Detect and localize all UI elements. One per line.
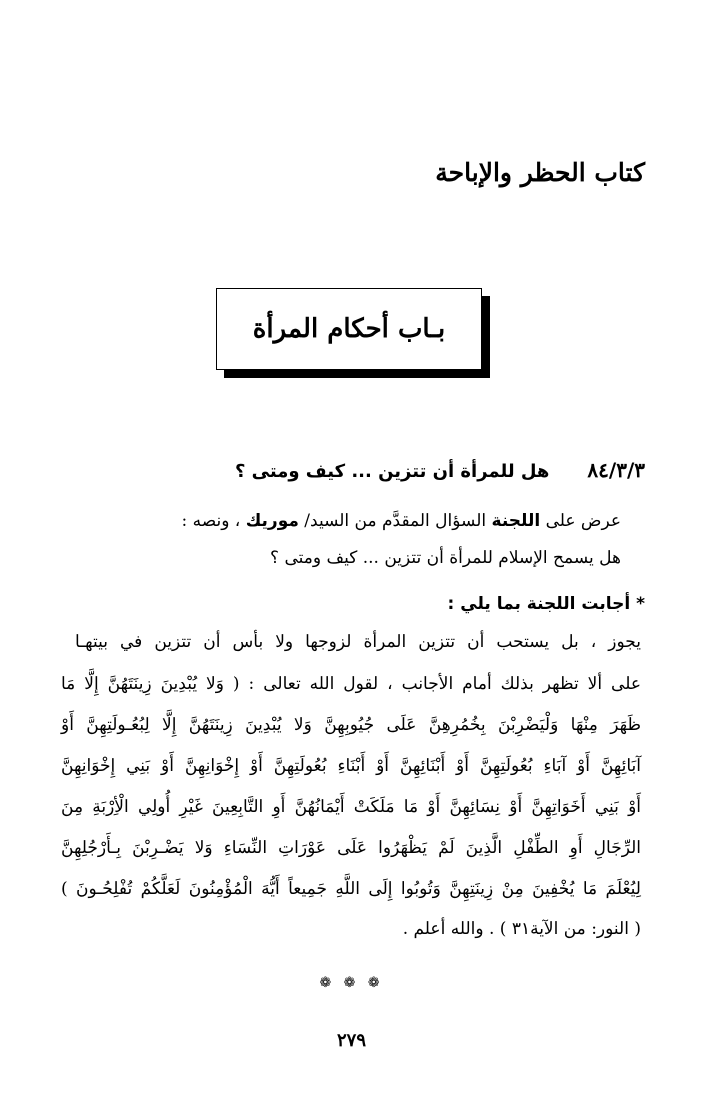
- answer-line: الرِّجَالِ أَوِ الطِّفْلِ الَّذِينَ لَمْ يَظْهَرُوا عَلَى عَوْرَاتِ النِّسَاءِ وَلا يَضْـرِبْنَ بِـأَرْجُلِهِنَّ: [61, 838, 641, 858]
- section-end-ornament: ❁ ❁ ❁: [319, 975, 384, 991]
- question-text: هل يسمح الإسلام للمرأة أن تتزين ... كيف ومتى ؟: [270, 548, 621, 568]
- question-title: هل للمرأة أن تتزين ... كيف ومتى ؟: [234, 461, 550, 482]
- question-header: [125, 458, 645, 482]
- answer-line: يجوز ، بل يستحب أن تتزين المرأة لزوجها ولا بأس أن تتزين في بيتهـا: [75, 632, 641, 652]
- closing-line: ( النور: من الآية٣١ ) . والله أعلم .: [402, 919, 641, 939]
- answer-line: ظَهَرَ مِنْهَا وَلْيَضْرِبْنَ بِخُمُرِهِنَّ عَلَى جُيُوبِهِنَّ وَلا يُبْدِينَ زِينَتَهُنَّ إِلَّا لِبُعُـولَتِهِنَّ أَوْ: [61, 715, 641, 735]
- book-title: كتاب الحظر والإباحة: [435, 158, 645, 187]
- question-number: ٨٤/٣/٣: [587, 458, 645, 482]
- person-name: موريك: [245, 511, 299, 531]
- answer-line: على ألا تظهر بذلك أمام الأجانب ، لقول الله تعالى : ( وَلا يُبْدِينَ زِينَتَهُنَّ إِلَّا مَا: [61, 674, 641, 694]
- intro-middle: السؤال المقدَّم من السيد/: [304, 511, 487, 531]
- intro-line: [181, 513, 621, 530]
- chapter-title: بـاب أحكام المرأة: [252, 314, 446, 344]
- answer-heading: * أجابت اللجنة بما يلي :: [447, 594, 645, 614]
- intro-lead: عرض على: [545, 511, 621, 531]
- chapter-title-box: [216, 288, 482, 370]
- page-number: ٢٧٩: [336, 1030, 366, 1051]
- committee-name: اللجنة: [491, 511, 541, 531]
- answer-line: لِيُعْلَمَ مَا يُخْفِينَ مِنْ زِينَتِهِنَّ وَتُوبُوا إِلَى اللَّهِ جَمِيعاً أَيُّهَ الْمُؤْمِنُونَ لَعَلَّكُمْ تُفْلِحُـونَ ): [61, 879, 641, 899]
- intro-tail: ، ونصه :: [181, 511, 241, 531]
- answer-line: أَوْ بَنِي أَخَوَاتِهِنَّ أَوْ نِسَائِهِنَّ أَوْ مَا مَلَكَتْ أَيْمَانُهُنَّ أَوِ التَّابِعِينَ غَيْرِ أُولِي الْأِرْبَةِ مِنَ: [61, 797, 641, 817]
- answer-line: آبَائِهِنَّ أَوْ آبَاءِ بُعُولَتِهِنَّ أَوْ أَبْنَائِهِنَّ أَوْ أَبْنَاءِ بُعُولَتِهِنَّ أَوْ إِخْوَانِهِنَّ أَوْ بَنِي إِخْوَانِهِنَّ: [61, 756, 641, 776]
